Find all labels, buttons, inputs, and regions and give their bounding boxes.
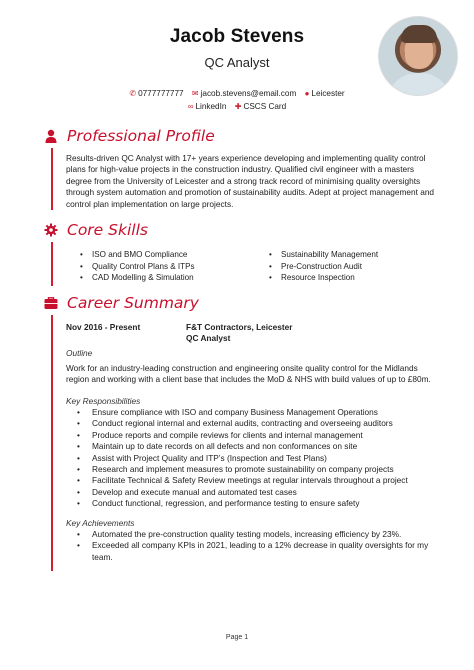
list-item: • Sustainability Management bbox=[269, 249, 378, 261]
envelope-icon: ✉ bbox=[191, 89, 199, 98]
responsibilities-list bbox=[66, 407, 438, 510]
list-item: • Assist with Project Quality and ITP’s (Inspection and Test Plans) bbox=[66, 453, 438, 464]
candidate-name: Jacob Stevens bbox=[169, 26, 305, 47]
section-heading-skills bbox=[44, 221, 148, 239]
skills-column-right bbox=[269, 249, 378, 284]
skills-column-left bbox=[80, 249, 195, 284]
contact-location: ● Leicester bbox=[304, 89, 345, 98]
section-bar bbox=[51, 148, 53, 210]
achievements-list bbox=[66, 529, 438, 563]
contact-info bbox=[0, 87, 474, 113]
job-title: QC Analyst bbox=[204, 55, 270, 70]
list-item: • Exceeded all company KPIs in 2021, leading to a 12% decrease in quality oversights for my team. bbox=[66, 540, 438, 563]
list-item: • Facilitate Technical & Safety Review meetings at regular intervals throughout a project bbox=[66, 475, 438, 486]
job-dates: Nov 2016 - Present bbox=[66, 322, 141, 332]
list-item: • Pre-Construction Audit bbox=[269, 261, 378, 273]
list-item: • Produce reports and compile reviews for clients and internal management bbox=[66, 430, 438, 441]
job-outline: Work for an industry-leading construction and engineering onsite quality control for the Midlands region and working with a client base that includes the MoD & NHS with build values of up to £80m. bbox=[66, 363, 431, 385]
list-item: • CAD Modelling & Simulation bbox=[80, 272, 195, 284]
section-title: Career Summary bbox=[67, 294, 199, 312]
plus-icon: ✚ bbox=[234, 102, 242, 111]
contact-card: ✚ CSCS Card bbox=[234, 102, 287, 111]
list-item: • ISO and BMO Compliance bbox=[80, 249, 195, 261]
achievements-label: Key Achievements bbox=[66, 518, 135, 528]
contact-linkedin[interactable]: ∞ LinkedIn bbox=[187, 102, 227, 111]
profile-photo bbox=[378, 16, 458, 96]
list-item: • Conduct regional internal and external audits, contracting and overseeing auditors bbox=[66, 418, 438, 429]
list-item: • Develop and execute manual and automated test cases bbox=[66, 487, 438, 498]
section-heading-career bbox=[44, 294, 199, 312]
job-employer: F&T Contractors, Leicester bbox=[186, 322, 293, 332]
section-title: Professional Profile bbox=[67, 127, 215, 145]
gear-icon bbox=[44, 223, 58, 237]
list-item: • Research and implement measures to promote sustainability on company projects bbox=[66, 464, 438, 475]
list-item: • Ensure compliance with ISO and company Business Management Operations bbox=[66, 407, 438, 418]
section-bar bbox=[51, 242, 53, 286]
responsibilities-label: Key Responsibilities bbox=[66, 396, 141, 406]
section-bar bbox=[51, 315, 53, 571]
globe-icon: ● bbox=[304, 89, 310, 98]
person-icon bbox=[44, 129, 58, 143]
section-title: Core Skills bbox=[67, 221, 148, 239]
profile-summary: Results-driven QC Analyst with 17+ years experience developing and implementing quality control plans for high-value projects in the construction industry. Qualified civil engineer with a masters degree from the University of Leicester and a strong track record of minimising quality oversights through system automation and promotion of sustainability audits. Adept at project management and control plan implementation on large projects. bbox=[66, 153, 435, 209]
phone-icon: ✆ bbox=[129, 89, 137, 98]
contact-phone[interactable]: ✆ 0777777777 bbox=[129, 89, 184, 98]
list-item: • Maintain up to date records on all defects and non conformances on site bbox=[66, 441, 438, 452]
page-number: Page 1 bbox=[225, 634, 249, 641]
job-role: QC Analyst bbox=[186, 333, 231, 344]
list-item: • Automated the pre-construction quality testing models, increasing efficiency by 23%. bbox=[66, 529, 438, 540]
list-item: • Conduct functional, regression, and performance testing to ensure safety bbox=[66, 498, 438, 509]
briefcase-icon bbox=[44, 296, 58, 310]
section-heading-profile bbox=[44, 127, 215, 145]
outline-label: Outline bbox=[66, 348, 93, 358]
link-icon: ∞ bbox=[187, 102, 194, 111]
list-item: • Quality Control Plans & ITPs bbox=[80, 261, 195, 273]
contact-email[interactable]: ✉ jacob.stevens@email.com bbox=[191, 89, 297, 98]
list-item: • Resource Inspection bbox=[269, 272, 378, 284]
